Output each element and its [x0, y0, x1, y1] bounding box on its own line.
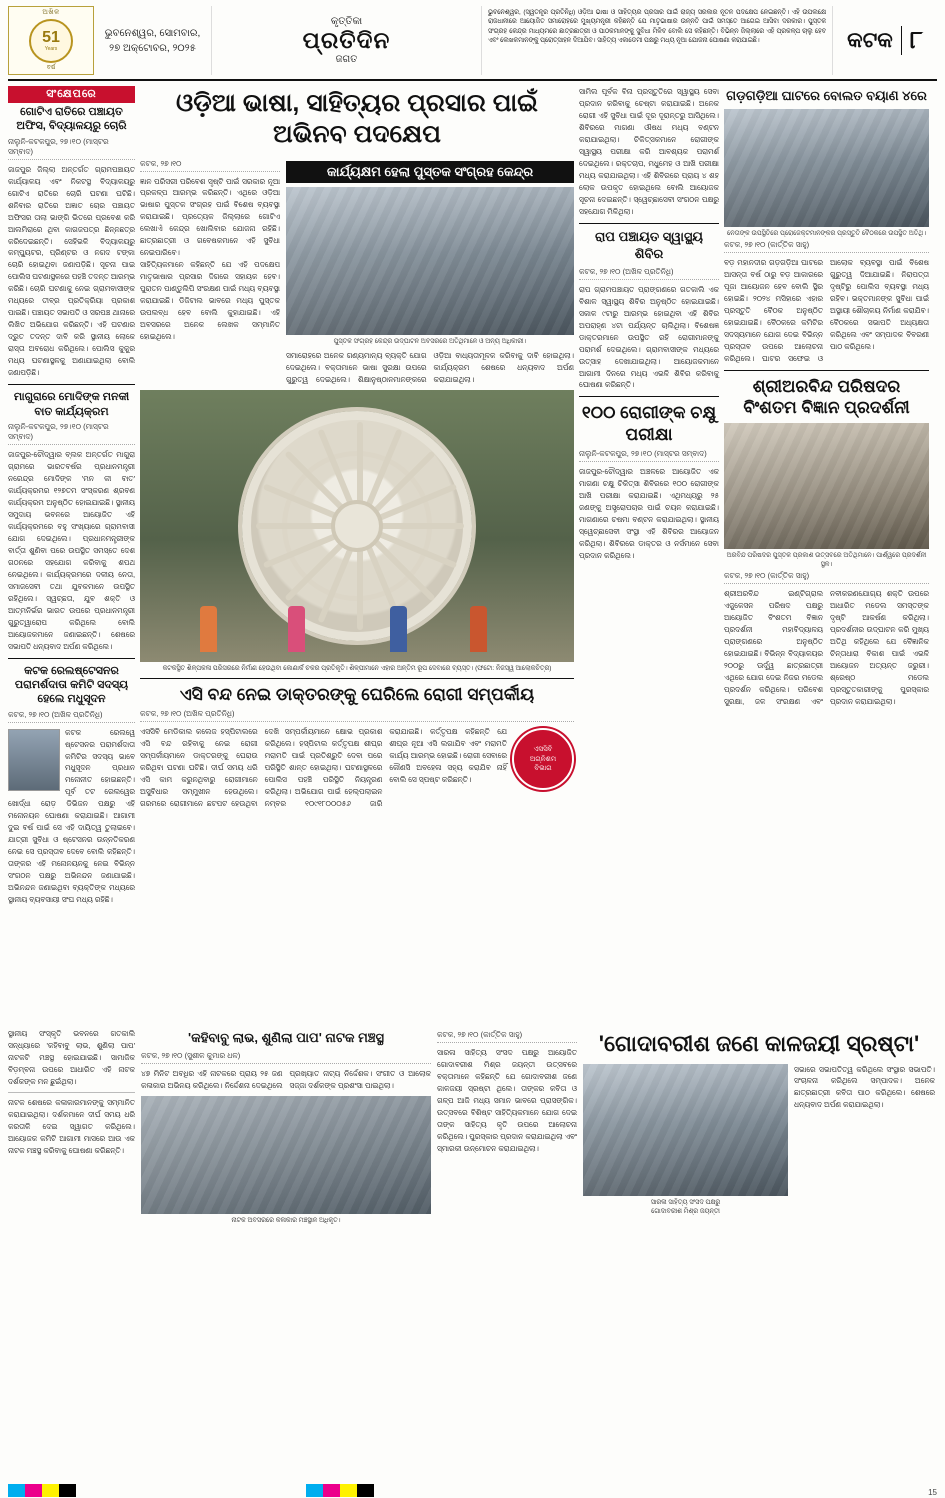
award-body: ସଭାରେ ସଭାପତିତ୍ୱ କରିଥିଲେ ସଂସ୍ଥାର ସଭାପତି। ସଂଚାଳନା କରିଥିଲେ ସମ୍ପାଦକ। ଅନେକ ଛାତ୍ରଛାତ୍ରୀ କବିତା ପାଠ କରିଥିଲେ। ଶେଷରେ ଧନ୍ୟବାଦ ଅର୍ପଣ କରାଯାଇଥିଲା।: [794, 1064, 935, 1110]
article-ac-protest: [140, 684, 574, 810]
wheel-caption: କଟକସ୍ଥିତ ଶିଳ୍ପକଳା ପରିସରରେ ନିର୍ମାଣ ହେଉଥିବା କୋଣାର୍କ ଚକର ପ୍ରତିକୃତି। ଶିଳ୍ପୀମାନେ ଏହାର ଅନ୍ତିମ ରୂପ ଦେବାରେ ବ୍ୟସ୍ତ। (ଫଟୋ: ନିଜସ୍ୱ ଆଲୋକଚିତ୍ର): [162, 664, 552, 672]
award-ceremony-photo: [583, 1064, 788, 1196]
science-expo-caption: ଅରବିନ୍ଦ ପରିଷଦର ପୁସ୍ତକ ପ୍ରକାଶ ଉତ୍ସବରେ ଅତିଥିମାନେ। ପାର୍ଶ୍ୱରେ ପ୍ରଦର୍ଶନୀ ସ୍ଥଳ।: [726, 551, 927, 568]
color-swatch-magenta: [323, 1484, 340, 1497]
award-photo-caption: [583, 1198, 788, 1217]
color-bar-group-left: [8, 1484, 76, 1497]
color-swatch-black: [357, 1484, 374, 1497]
lead-left-column: [140, 157, 280, 386]
bottom-column-1: [8, 1028, 135, 1225]
article-mann-ki-baat: [8, 390, 135, 652]
badge-line-3: ବିଭାଗ: [534, 764, 552, 772]
anniversary-years: Years: [44, 46, 58, 52]
nameplate-line3: ଜଗତ: [335, 53, 358, 65]
byline: ନାଲୁନି-କଟକପୁର, ୨୭।୧୦ (ମାସ୍ଟର ସମ୍ବାଦ): [8, 137, 135, 160]
color-swatch-cyan: [306, 1484, 323, 1497]
section-header-brief: ସଂକ୍ଷେପରେ: [8, 86, 135, 103]
byline: କଟକ, ୨୭।୧୦ (କାର୍ତ୍ତିକ ସାହୁ): [724, 240, 929, 253]
lead-headline: ଓଡ଼ିଆ ଭାଷା, ସାହିତ୍ୟର ପ୍ରସାର ପାଇଁ ଅଭିନବ ପଦକ୍ଷେପ: [176, 89, 538, 149]
headline: ଏସି ବନ୍ଦ ନେଇ ଡାକ୍ତରଙ୍କୁ ଘେରିଲେ ରୋଗୀ ସମ୍ପର୍କୀୟ: [179, 685, 535, 705]
headline: ୧୦୦ ରୋଗୀଙ୍କ ଚକ୍ଷୁ ପରୀକ୍ଷା: [581, 403, 717, 444]
edition-place-date: [94, 6, 212, 75]
article-body-science: ଶ୍ରୀଅରବିନ୍ଦ ଇଣ୍ଟିଗ୍ରାଲ ଏଜୁକେସନ ପରିଷଦ ପକ୍ଷରୁ ଆୟୋଜିତ ବିଂଶତମ ବିଜ୍ଞାନ ପ୍ରଦର୍ଶନୀ ମହାବିଦ୍ୟାଳୟ ପ୍ରାଙ୍ଗଣରେ ଅନୁଷ୍ଠିତ ହୋଇଯାଇଛି। ବିଭିନ୍ନ ବିଦ୍ୟାଳୟର ୨୦୦ରୁ ଊର୍ଦ୍ଧ୍ୱ ଛାତ୍ରଛାତ୍ରୀ ଏଥିରେ ଯୋଗ ଦେଇ ନିଜର ମଡେଲ ପ୍ରଦର୍ଶନ କରିଥିଲେ। ପରିବେଶ ସୁରକ୍ଷା, ଜଳ ସଂରକ୍ଷଣ ଏବଂ ନବୀକରଣଯୋଗ୍ୟ ଶକ୍ତି ଉପରେ ଆଧାରିତ ମଡେଲ ସମସ୍ତଙ୍କ ଦୃଷ୍ଟି ଆକର୍ଷଣ କରିଥିଲା। ପ୍ରଦର୍ଶନୀର ଉଦ୍‌ଘାଟନ କରି ମୁଖ୍ୟ ଅତିଥି କହିଥିଲେ ଯେ ବୈଜ୍ଞାନିକ ଚିନ୍ତାଧାରା ବିକାଶ ପାଇଁ ଏଭଳି ଆୟୋଜନ ଅତ୍ୟନ୍ତ ଜରୁରୀ। ଶ୍ରେଷ୍ଠ ମଡେଲ ପ୍ରସ୍ତୁତକାରୀଙ୍କୁ ପୁରସ୍କାର ପ୍ରଦାନ କରାଯାଇଥିଲା।: [724, 589, 929, 706]
headline-science-expo: ଶ୍ରୀଅରବିନ୍ଦ ପରିଷଦର ବିଂଶତମ ବିଜ୍ଞାନ ପ୍ରଦର୍ଶନୀ: [743, 377, 910, 418]
column-1: [8, 86, 135, 906]
award-caption-line-1: ସାରଳା ସାହିତ୍ୟ ସଂସଦ ପକ୍ଷରୁ: [650, 1198, 721, 1206]
lead-photo-caption: ପୁସ୍ତକ ସଂଗ୍ରହ କେନ୍ଦ୍ର ଉଦ୍‌ଘାଟନ ଅବସରରେ ଅତିଥିମାନେ ଓ ଅନ୍ୟ ଅଧିକାରୀ।: [333, 337, 527, 345]
bottom-column-3: [437, 1028, 577, 1225]
publication-logo: [8, 6, 94, 75]
footer-registration-bars: [0, 1482, 945, 1498]
headline: ମାଗୁରାରେ ମୋଦିଙ୍କ ମନକୀ ବାତ କାର୍ଯ୍ୟକ୍ରମ: [13, 391, 130, 418]
article-eye-checkup: [579, 402, 719, 561]
konark-wheel-block: [140, 390, 574, 673]
lead-sub-banner: କାର୍ଯ୍ୟକ୍ଷମ ହେଲା ପୁସ୍ତକ ସଂଗ୍ରହ କେନ୍ଦ୍ର: [286, 161, 574, 183]
article-body: ଜାଜପୁର ଜିଲ୍ଲା ଅନ୍ତର୍ଗତ ଗ୍ରାମପଞ୍ଚାୟତ କାର୍ଯ୍ୟାଳୟ ଏବଂ ନିକଟସ୍ଥ ବିଦ୍ୟାଳୟରୁ ଗୋଟିଏ ରାତିରେ ଚୋରି ଘଟଣା ଘଟିଛି। ଶନିବାର ରାତିରେ ଅଜ୍ଞାତ ଚୋର ପଞ୍ଚାୟତ ଅଫିସର ତାଲା ଭାଙ୍ଗି ଭିତରେ ପ୍ରବେଶ କରି ଆଲମିରାରେ ଥିବା କାଗଜପତ୍ର ଛିନ୍ନଛତ୍ର କରିଦେଇଛନ୍ତି। ସେହିଭଳି ବିଦ୍ୟାଳୟରୁ କମ୍ପ୍ୟୁଟର, ପ୍ରିଣ୍ଟର ଓ ନଗଦ ଟଙ୍କା ଚୋରି ହୋଇଥିବା ଜଣାପଡ଼ିଛି। ସୂଚନା ପାଇ ପୋଲିସ ଘଟଣାସ୍ଥଳରେ ପହଞ୍ଚି ତଦନ୍ତ ଆରମ୍ଭ କରିଛି। ଚୋରି ଘଟଣାକୁ ନେଇ ଗ୍ରାମବାସୀଙ୍କ ମଧ୍ୟରେ ତୀବ୍ର ପ୍ରତିକ୍ରିୟା ପ୍ରକାଶ ପାଇଛି। ପଞ୍ଚାୟତ ସଭାପତି ଓ ସରପଞ୍ଚ ଥାନାରେ ଲିଖିତ ଅଭିଯୋଗ କରିଛନ୍ତି। ଏହି ଘଟଣାର ଦ୍ରୁତ ତଦନ୍ତ ଦାବି କରି ସ୍ଥାନୀୟ ଲୋକେ ରାସ୍ତା ଅବରୋଧ କରିଥିଲେ। ପୋଲିସ କୁକୁର ମଧ୍ୟ ଘଟଣାସ୍ଥଳକୁ ଅଣାଯାଇଥିଲା ବୋଲି ଜଣାପଡ଼ିଛି।: [8, 164, 135, 378]
masthead: [8, 6, 937, 81]
color-swatch-yellow: [42, 1484, 59, 1497]
column-4: [579, 86, 719, 906]
column4-continuation: ସାମିଲ ପୂର୍ବକ ବିନା ପ୍ରସ୍ତୁତିରେ ସ୍ୱାସ୍ଥ୍ୟ ସେବା ପ୍ରଦାନ କରିବାକୁ ଚେଷ୍ଟା କରାଯାଇଛି। ଅନେକ ରୋଗୀ ଏହି ସୁବିଧା ପାଇଁ ଦୂର ଦୂରାନ୍ତରୁ ଆସିଥିଲେ। ଶିବିରରେ ମାଗଣା ଔଷଧ ମଧ୍ୟ ବଣ୍ଟନ କରାଯାଇଥିଲା। ଚିକିତ୍ସକମାନେ ରୋଗୀଙ୍କ ସ୍ୱାସ୍ଥ୍ୟ ପରୀକ୍ଷା କରି ଆବଶ୍ୟକ ପରାମର୍ଶ ଦେଇଥିଲେ। ରକ୍ତଚାପ, ମଧୁମେହ ଓ ଆଖି ପରୀକ୍ଷା ମଧ୍ୟ କରାଯାଇଥିଲା। ଏହି ଶିବିରରେ ପ୍ରାୟ ୪ ଶହ ଲୋକ ଉପକୃତ ହୋଇଥିଲେ ବୋଲି ଆୟୋଜକ ସୂଚନା ଦେଇଛନ୍ତି। ସ୍ୱେଚ୍ଛାସେବୀ ସଂଗଠନ ପକ୍ଷରୁ ସହଯୋଗ ମିଳିଥିଲା।: [579, 87, 719, 216]
wheel-graphic: [242, 411, 472, 641]
article-panchayat-theft: [8, 105, 135, 379]
column-5: [724, 86, 929, 906]
science-expo-photo: [724, 423, 929, 549]
bottom-col3-text: ସାରଳା ସାହିତ୍ୟ ସଂସଦ ପକ୍ଷରୁ ଆୟୋଜିତ ଗୋଦାବରୀଶ ମିଶ୍ର ଜୟନ୍ତୀ ଉତ୍ସବରେ ବକ୍ତାମାନେ କହିଛନ୍ତି ଯେ ଗୋଦାବରୀଶ ଜଣେ କାଳଜୟୀ ସ୍ରଷ୍ଟା ଥିଲେ। ତାଙ୍କର କବିତା ଓ ଗଳ୍ପ ଆଜି ମଧ୍ୟ ସମାନ ଭାବରେ ପ୍ରାସଙ୍ଗିକ। ଉତ୍ସବରେ ବିଶିଷ୍ଟ ସାହିତ୍ୟିକମାନେ ଯୋଗ ଦେଇ ତାଙ୍କ ସାହିତ୍ୟ କୃତି ଉପରେ ଆଲୋଚନା କରିଥିଲେ। ପୁରସ୍କାର ପ୍ରଦାନ କରାଯାଇଥିଲା ଏବଂ ସ୍ମାରକୀ ଉନ୍ମୋଚନ କରାଯାଇଥିଲା।: [437, 1048, 577, 1153]
article-body-ghat: ବଡ଼ ମହାନଦୀର ଗଡ଼ଗଡ଼ିଆ ଘାଟରେ ଆସନ୍ତା ବର୍ଷ ଠାରୁ ବଡ଼ ଆକାରରେ ପୂଜା ଆୟୋଜନ ହେବ ବୋଲି ସ୍ଥିର ହୋଇଛି। ୨୦୨୪ ମସିହାରେ ଏହାର ପ୍ରସ୍ତୁତି ବୈଠକ ଅନୁଷ୍ଠିତ ହୋଇଯାଇଛି। ବୈଠକରେ କମିଟିର ସଦସ୍ୟମାନେ ଯୋଗ ଦେଇ ବିଭିନ୍ନ ପ୍ରସ୍ତାବ ଉପରେ ଆଲୋଚନା କରିଥିଲେ। ଘାଟର ସଫେଇ ଓ ଆଲୋକ ବ୍ୟବସ୍ଥା ପାଇଁ ବିଶେଷ ଗୁରୁତ୍ୱ ଦିଆଯାଇଛି। ନିରାପତ୍ତା ଦୃଷ୍ଟିରୁ ପୋଲିସ ବ୍ୟବସ୍ଥା ମଧ୍ୟ ରହିବ। ଭକ୍ତମାନଙ୍କ ସୁବିଧା ପାଇଁ ଅସ୍ଥାୟୀ ଶୌଚାଳୟ ନିର୍ମାଣ କରାଯିବ। ବୈଠକରେ ସଭାପତି ଅଧ୍ୟକ୍ଷତା କରିଥିଲେ ଏବଂ ସମ୍ପାଦକ ବିବରଣୀ ପାଠ କରିଥିଲେ।: [724, 258, 929, 364]
masthead-blurb: ଭୁବନେଶ୍ୱର, (ସ୍ୱତନ୍ତ୍ର ପ୍ରତିନିଧି) ଓଡ଼ିଆ ଭାଷା ଓ ସାହିତ୍ୟର ପ୍ରସାର ପାଇଁ ରାଜ୍ୟ ସରକାର ନୂତନ ପଦକ୍ଷେପ ନେଇଛନ୍ତି। ଏହି ଉପଲକ୍ଷେ ରାଜଧାନୀରେ ଆୟୋଜିତ ସମାରୋହରେ ମୁଖ୍ୟମନ୍ତ୍ରୀ କହିଛନ୍ତି ଯେ ମାତୃଭାଷାର ଉନ୍ନତି ପାଇଁ ସମସ୍ତେ ଆଗେଇ ଆସିବା ଦରକାର। ପୁସ୍ତକ ସଂଗ୍ରହ କେନ୍ଦ୍ର ମାଧ୍ୟମରେ ଛାତ୍ରଛାତ୍ରୀ ଓ ପାଠକମାନଙ୍କୁ ସୁବିଧା ମିଳିବ ବୋଲି ସେ କହିଛନ୍ତି। ବିଭିନ୍ନ ଜିଲ୍ଲାରେ ଏହି ପ୍ରକଳ୍ପ ଚାଲୁ ହେବ ଏବଂ ଲେଖକମାନଙ୍କୁ ପ୍ରୋତ୍ସାହନ ଦିଆଯିବ। ସାହିତ୍ୟ ଏକାଡେମୀ ପକ୍ଷରୁ ମଧ୍ୟ ନୂଆ ଯୋଜନା ଘୋଷଣା କରାଯାଇଛି।: [481, 6, 833, 75]
lead-body-c: ସମାରୋହରେ ଅନେକ ଗଣ୍ୟମାନ୍ୟ ବ୍ୟକ୍ତି ଯୋଗ ଦେଇଥିଲେ। ବକ୍ତାମାନେ ଭାଷା ସୁରକ୍ଷା ଉପରେ ଗୁରୁତ୍ୱ ଦେଇଥିଲେ। ଶିକ୍ଷାନୁଷ୍ଠାନମାନଙ୍କରେ ଓଡ଼ିଆ ବାଧ୍ୟତାମୂଳକ କରିବାକୁ ଦାବି ହୋଇଥିଲା। କାର୍ଯ୍ୟକ୍ରମ ଶେଷରେ ଧନ୍ୟବାଦ ଅର୍ପଣ କରାଯାଇଥିଲା।: [286, 350, 574, 384]
byline: କଟକ, ୨୭।୧୦ (ସୁଶୀଳ କୁମାର ଧଳ): [141, 1051, 431, 1064]
headline: 'କହିବାବୁ ଲାଭ, ଶୁଣିଲା ପାପ' ନାଟକ ମଞ୍ଚସ୍ଥ: [188, 1030, 384, 1045]
worker-figure: [470, 606, 487, 652]
bottom-col1-text-2: ନାଟକ ଶେଷରେ କଳାକାରମାନଙ୍କୁ ସମ୍ମାନିତ କରାଯାଇଥିଲା। ଦର୍ଶକମାନେ ଦୀର୍ଘ ସମୟ ଧରି କରତାଳି ଦେଇ ସ୍ୱାଗତ କରିଥିଲେ। ଆୟୋଜକ କମିଟି ଆଗାମୀ ମାସରେ ଆଉ ଏକ ନାଟକ ମଞ୍ଚସ୍ଥ କରିବାକୁ ଘୋଷଣା କରିଛନ୍ତି।: [8, 1097, 135, 1155]
worker-figure: [288, 606, 305, 652]
lead-photo: [286, 187, 574, 335]
article-health-camp: [579, 229, 719, 392]
article-drama: [141, 1028, 431, 1225]
article-body: ୪୭ ମିନିଟ ଅବଧିର ଏହି ନାଟକରେ ପ୍ରାୟ ୨୫ ଜଣ କଳାକାର ଅଭିନୟ କରିଥିଲେ। ନିର୍ଦ୍ଦେଶନା ଦେଇଥିଲେ ପ୍ରଖ୍ୟାତ ନାଟ୍ୟ ନିର୍ଦ୍ଦେଶକ। ସଂଗୀତ ଓ ଆଲୋକ ସଜ୍ଜା ଦର୍ଶକଙ୍କ ପ୍ରଶଂସା ପାଇଥିଲା।: [141, 1068, 431, 1090]
article-railway-committee: [8, 664, 135, 907]
award-caption-line-2: ଗୋଦାବରୀଶ ମିଶ୍ର ଜୟନ୍ତୀ: [651, 1207, 720, 1215]
date-text: ୨୭ ଅକ୍ଟୋବର, ୨୦୨୫: [109, 42, 196, 54]
edition-number: ୮: [901, 26, 923, 55]
color-swatch-yellow: [340, 1484, 357, 1497]
byline: କଟକ, ୨୭।୧୦ (କାର୍ତ୍ତିକ ସାହୁ): [437, 1030, 577, 1043]
badge-line-1: ଏସସିବି: [533, 746, 553, 754]
byline: କଟକ, ୨୭।୧୦ (ଅଖିଳ ପ୍ରତିନିଧି): [579, 267, 719, 280]
color-swatch-black: [59, 1484, 76, 1497]
logo-bottom-text: ବର୍ଷ: [46, 65, 56, 71]
color-bar-group-right: [306, 1484, 374, 1497]
nameplate-line2: ପ୍ରତିଦିନ: [302, 27, 391, 54]
article-body: ଜାଜପୁର-ଚୌଦ୍ୱାର ଅଞ୍ଚଳରେ ଆୟୋଜିତ ଏକ ମାଗଣା ଚକ୍ଷୁ ଚିକିତ୍ସା ଶିବିରରେ ୧୦୦ ରୋଗୀଙ୍କ ଆଖି ପରୀକ୍ଷା କରାଯାଇଛି। ଏଥିମଧ୍ୟରୁ ୨୫ ଜଣଙ୍କୁ ଅସ୍ତ୍ରୋପଚାର ପାଇଁ ଚୟନ କରାଯାଇଛି। ମାଗଣାରେ ଚଷମା ବଣ୍ଟନ କରାଯାଇଥିଲା। ସ୍ଥାନୀୟ ସ୍ୱେଚ୍ଛାସେବୀ ସଂସ୍ଥା ଏହି ଶିବିରର ଆୟୋଜନ କରିଥିଲା। ଶିବିରରେ ଡାକ୍ତର ଓ ନର୍ସମାନେ ସେବା ପ୍ରଦାନ କରିଥିଲେ।: [579, 466, 719, 560]
lead-byline: କଟକ, ୨୭।୧୦: [140, 159, 280, 172]
scb-fire-dept-badge: [512, 728, 574, 790]
headline: କଟକ ରେଲଷ୍ଟେସନର ପରାମର୍ଶଦାତା କମିଟି ସଦସ୍ୟ ହେଲେ ମଧୁସୂଦନ: [14, 664, 129, 706]
drama-photo-caption: ନାଟକ ଅବସରରେ କଳାକାର ମଞ୍ଚସ୍ଥାନ ଅଧିକୃତ।: [231, 1216, 341, 1224]
drama-stage-photo: [141, 1096, 431, 1214]
edition-badge: [833, 6, 937, 75]
byline: କଟକ, ୨୭।୧୦ (ଅଖିଳ ପ୍ରତିନିଧି): [140, 709, 574, 722]
edition-name: କଟକ: [847, 28, 893, 52]
logo-top-text: ଅଖିଳ: [42, 9, 60, 16]
worker-figure: [390, 606, 407, 652]
anniversary-seal: [29, 19, 73, 63]
lead-body-b: ସାହିତ୍ୟିକମାନେ କହିଛନ୍ତି ଯେ ଏହି ପଦକ୍ଷେପ ମାତୃଭାଷାର ପ୍ରସାର ଦିଗରେ ସହାୟକ ହେବ। ପୁରାତନ ପାଣ୍ଡୁଲିପି ସଂରକ୍ଷଣ ପାଇଁ ମଧ୍ୟ ବ୍ୟବସ୍ଥା କରାଯାଇଛି। ଡିଜିଟାଲ ଭାବରେ ମଧ୍ୟ ପୁସ୍ତକ ଉପଲବ୍ଧ ହେବ ବୋଲି କୁହାଯାଇଛି। ଏହି ଅବସରରେ ଅନେକ ଲେଖକ ସମ୍ମାନିତ ହୋଇଥିଲେ।: [140, 260, 280, 342]
byline: ନାଲୁନି-କଟକପୁର, ୨୭।୧୦ (ମାସ୍ଟର ସମ୍ବାଦ): [8, 422, 135, 445]
bottom-section: [8, 1028, 937, 1225]
byline: କଟକ, ୨୭।୧୦ (ଅଖିଳ ପ୍ରତିନିଧି): [8, 710, 135, 723]
color-swatch-cyan: [8, 1484, 25, 1497]
article-body: ଏସସିବି ମେଡିକାଲ କଲେଜ ହସ୍ପିଟାଲରେ ଏସି ବନ୍ଦ ରହିବାକୁ ନେଇ ରୋଗୀ ସମ୍ପର୍କୀୟମାନେ ଡାକ୍ତରଙ୍କୁ ଘେରାଉ କରିଥିବା ଘଟଣା ଘଟିଛି। ଦୀର୍ଘ ସମୟ ଧରି ଏସି କାମ କରୁନଥିବାରୁ ରୋଗୀମାନେ ଅସୁବିଧାର ସମ୍ମୁଖୀନ ହେଉଥିଲେ। ଗରମରେ ରୋଗୀମାନେ ଛଟପଟ ହେଉଥିବା ଦେଖି ସମ୍ପର୍କୀୟମାନେ କ୍ଷୋଭ ପ୍ରକାଶ କରିଥିଲେ। ହସ୍ପିଟାଲ କର୍ତ୍ତୃପକ୍ଷ ଶୀଘ୍ର ମରାମତି ପାଇଁ ପ୍ରତିଶ୍ରୁତି ଦେବା ପରେ ପରିସ୍ଥିତି ଶାନ୍ତ ହୋଇଥିଲା। ଘଟଣାସ୍ଥଳରେ ପୋଲିସ ପହଞ୍ଚି ପରିସ୍ଥିତି ନିୟନ୍ତ୍ରଣ କରିଥିଲା। ଅଭିଯୋଗ ପାଇଁ ହେଲ୍ପଲାଇନ ନମ୍ବର ୧୦୯୧୮୦୦୦୫୬ ଜାରି କରାଯାଇଛି। କର୍ତ୍ତୃପକ୍ଷ କହିଛନ୍ତି ଯେ ଶୀଘ୍ର ନୂଆ ଏସି ଲଗାଯିବ ଏବଂ ମରାମତି କାର୍ଯ୍ୟ ଆରମ୍ଭ ହୋଇଛି। ରୋଗୀ ସେବାରେ କୌଣସି ଅବହେଳା ସହ୍ୟ କରାଯିବ ନାହିଁ ବୋଲି ସେ ସ୍ପଷ୍ଟ କରିଛନ୍ତି।: [140, 727, 507, 809]
headline: 'ଗୋଦାବରୀଶ ଜଣେ କାଳଜୟୀ ସ୍ରଷ୍ଟା': [598, 1031, 920, 1056]
lead-story-block: [140, 86, 574, 906]
byline: କଟକ, ୨୭।୧୦ (କାର୍ତ୍ତିକ ସାହୁ): [724, 571, 929, 584]
article-body: ଜାଜପୁର-ଚୌଦ୍ୱାର ବ୍ଲକ ଅନ୍ତର୍ଗତ ମାଗୁରା ଗ୍ରାମରେ ଭାରତବର୍ଷର ପ୍ରଧାନମନ୍ତ୍ରୀ ନରେନ୍ଦ୍ର ମୋଦିଙ୍କ 'ମନ କୀ ବାତ' କାର୍ଯ୍ୟକ୍ରମର ୧୨୭ତମ ସଂସ୍କରଣ ଶ୍ରବଣ କାର୍ଯ୍ୟକ୍ରମ ଅନୁଷ୍ଠିତ ହୋଇଯାଇଛି। ସ୍ଥାନୀୟ ସମୁଦାୟ ଭବନରେ ଆୟୋଜିତ ଏହି କାର୍ଯ୍ୟକ୍ରମରେ ବହୁ ସଂଖ୍ୟାରେ ଗ୍ରାମବାସୀ ଯୋଗ ଦେଇଥିଲେ। ପ୍ରଧାନମନ୍ତ୍ରୀଙ୍କ ବାର୍ତ୍ତା ଶୁଣିବା ପରେ ଉପସ୍ଥିତ ସମସ୍ତେ ଦେଶ ଗଠନରେ ସହଯୋଗ କରିବାକୁ ଶପଥ ନେଇଥିଲେ। କାର୍ଯ୍ୟକ୍ରମରେ ଦଳୀୟ ନେତା, ସମାଜସେବୀ ତଥା ଯୁବକମାନେ ଉପସ୍ଥିତ ରହିଥିଲେ। ସ୍ୱଚ୍ଛତା, ଯୁବ ଶକ୍ତି ଓ ଆତ୍ମନିର୍ଭର ଭାରତ ଉପରେ ପ୍ରଧାନମନ୍ତ୍ରୀ ଗୁରୁତ୍ୱାରୋପ କରିଥିଲେ ବୋଲି ଆୟୋଜକମାନେ ଜଣାଇଛନ୍ତି। ଶେଷରେ ସଭାପତି ଧନ୍ୟବାଦ ଅର୍ପଣ କରିଥିଲେ।: [8, 449, 135, 651]
article-godabarish: [583, 1028, 935, 1225]
headline: ଗୋଟିଏ ରାତିରେ ପଞ୍ଚାୟତ ଅଫିସ, ବିଦ୍ୟାଳୟରୁ ଚୋରି: [16, 106, 127, 133]
lead-body-a: ଜ୍ଞାନ ପରିସରୀ ପରିବେଶ ସୃଷ୍ଟି ପାଇଁ ସରକାର ନୂଆ ପ୍ରକଳ୍ପ ଆରମ୍ଭ କରିଛନ୍ତି। ଏଥିରେ ଓଡ଼ିଆ ଭାଷାର ପୁସ୍ତକ ସଂଗ୍ରହ ପାଇଁ ବିଶେଷ ବ୍ୟବସ୍ଥା କରାଯାଇଛି। ପ୍ରତ୍ୟେକ ଜିଲ୍ଲାରେ ଗୋଟିଏ ଲେଖାଏଁ କେନ୍ଦ୍ର ଖୋଲିବାର ଯୋଜନା ରହିଛି। ଛାତ୍ରଛାତ୍ରୀ ଓ ଗବେଷକମାନେ ଏହି ସୁବିଧା ନେଇପାରିବେ।: [140, 176, 280, 258]
ghat-meeting-photo: [724, 109, 929, 227]
byline: ନାଲୁନି-କଟକପୁର, ୨୭।୧୦ (ମାସ୍ଟର ସମ୍ବାଦ): [579, 449, 719, 462]
portrait-photo: [8, 729, 60, 791]
headline: ରାପ ପଞ୍ଚାୟତ ସ୍ୱାସ୍ଥ୍ୟ ଶିବିର: [594, 228, 704, 261]
anniversary-number: 51: [42, 29, 60, 46]
headline-ghat: ଗଡ଼ଗଡ଼ିଆ ଘାଟରେ ବୋଲତ ବୟାଣ ୪ରେ: [726, 88, 927, 103]
nameplate-line1: କୃତ୍ତିକା: [330, 16, 363, 28]
article-body: ରାପ ଗ୍ରାମପଞ୍ଚାୟତ ପ୍ରାଙ୍ଗଣରେ ଗତକାଲି ଏକ ବିଶାଳ ସ୍ୱାସ୍ଥ୍ୟ ଶିବିର ଅନୁଷ୍ଠିତ ହୋଇଯାଇଛି। ସକାଳ ୯ଟାରୁ ଆରମ୍ଭ ହୋଇଥିବା ଏହି ଶିବିର ଅପରାହ୍ଣ ୪ଟା ପର୍ଯ୍ୟନ୍ତ ଚାଲିଥିଲା। ବିଶେଷଜ୍ଞ ଡାକ୍ତରମାନେ ଉପସ୍ଥିତ ରହି ରୋଗୀମାନଙ୍କୁ ପରାମର୍ଶ ଦେଇଥିଲେ। ଗ୍ରାମବାସୀଙ୍କ ମଧ୍ୟରେ ଉତ୍ସାହ ଦେଖାଯାଇଥିଲା। ଆୟୋଜକମାନେ ଆଗାମୀ ଦିନରେ ମଧ୍ୟ ଏଭଳି ଶିବିର କରିବାକୁ ଘୋଷଣା କରିଛନ୍ତି।: [579, 284, 719, 390]
badge-line-2: ଅଗ୍ନିଶମ: [529, 755, 557, 763]
page-number: 15: [928, 1488, 937, 1497]
konark-wheel-photo: [140, 390, 574, 662]
award-right: [794, 1064, 935, 1217]
bottom-col1-text: ସ୍ଥାନୀୟ ସଂସ୍କୃତି ଭବନରେ ଗତକାଲି ସନ୍ଧ୍ୟାରେ 'କହିବାବୁ ଲାଭ, ଶୁଣିଲା ପାପ' ନାଟକଟି ମଞ୍ଚସ୍ଥ ହୋଇଯାଇଛି। ସାମାଜିକ ବିଡ଼ମ୍ବନା ଉପରେ ଆଧାରିତ ଏହି ନାଟକ ଦର୍ଶକଙ୍କ ମନ ଛୁଇଁଥିଲା।: [8, 1029, 135, 1086]
color-swatch-magenta: [25, 1484, 42, 1497]
worker-figure: [200, 606, 217, 652]
place-text: ଭୁବନେଶ୍ୱର, ସୋମବାର,: [104, 27, 201, 39]
lead-right-column: [286, 157, 574, 386]
article-body: କଟକ ରେଲୱେ ଷ୍ଟେସନର ପରାମର୍ଶଦାତା କମିଟିର ସଦସ୍ୟ ଭାବେ ମଧୁସୂଦନ ପ୍ରଧାନ ମନୋନୀତ ହୋଇଛନ୍ତି। ପୂର୍ବ ତଟ ରେଲୱେର ଖୋର୍ଦ୍ଧା ରୋଡ଼ ଡିଭିଜନ ପକ୍ଷରୁ ଏହି ମନୋନୟନ ଘୋଷଣା କରାଯାଇଛି। ଆଗାମୀ ଦୁଇ ବର୍ଷ ପାଇଁ ସେ ଏହି ଦାୟିତ୍ୱ ତୁଲାଇବେ। ଯାତ୍ରୀ ସୁବିଧା ଓ ଷ୍ଟେସନର ଉନ୍ନତିକରଣ ନେଇ ସେ ପ୍ରସ୍ତାବ ଦେବେ ବୋଲି କହିଛନ୍ତି। ତାଙ୍କର ଏହି ମନୋନୟନକୁ ନେଇ ବିଭିନ୍ନ ସଂଗଠନ ପକ୍ଷରୁ ଅଭିନନ୍ଦନ ଜଣାଯାଇଛି। ଅଭିନନ୍ଦନ ଜଣାଇଥିବା ବ୍ୟକ୍ତିଙ୍କ ମଧ୍ୟରେ ସ୍ଥାନୀୟ ବ୍ୟବସାୟୀ ସଂଘ ମଧ୍ୟ ରହିଛି।: [8, 727, 135, 905]
award-left: [583, 1064, 788, 1217]
ghat-photo-caption: ନେତାଙ୍କ ଉପସ୍ଥିତିରେ ପ୍ରୋଜେକ୍ଟମାନଙ୍କର ପ୍ରସ୍ତୁତି ବୈଠକରେ ଉପସ୍ଥିତ ଅତିଥି।: [727, 229, 926, 237]
page-content: [8, 86, 937, 906]
nameplate: [212, 6, 481, 75]
